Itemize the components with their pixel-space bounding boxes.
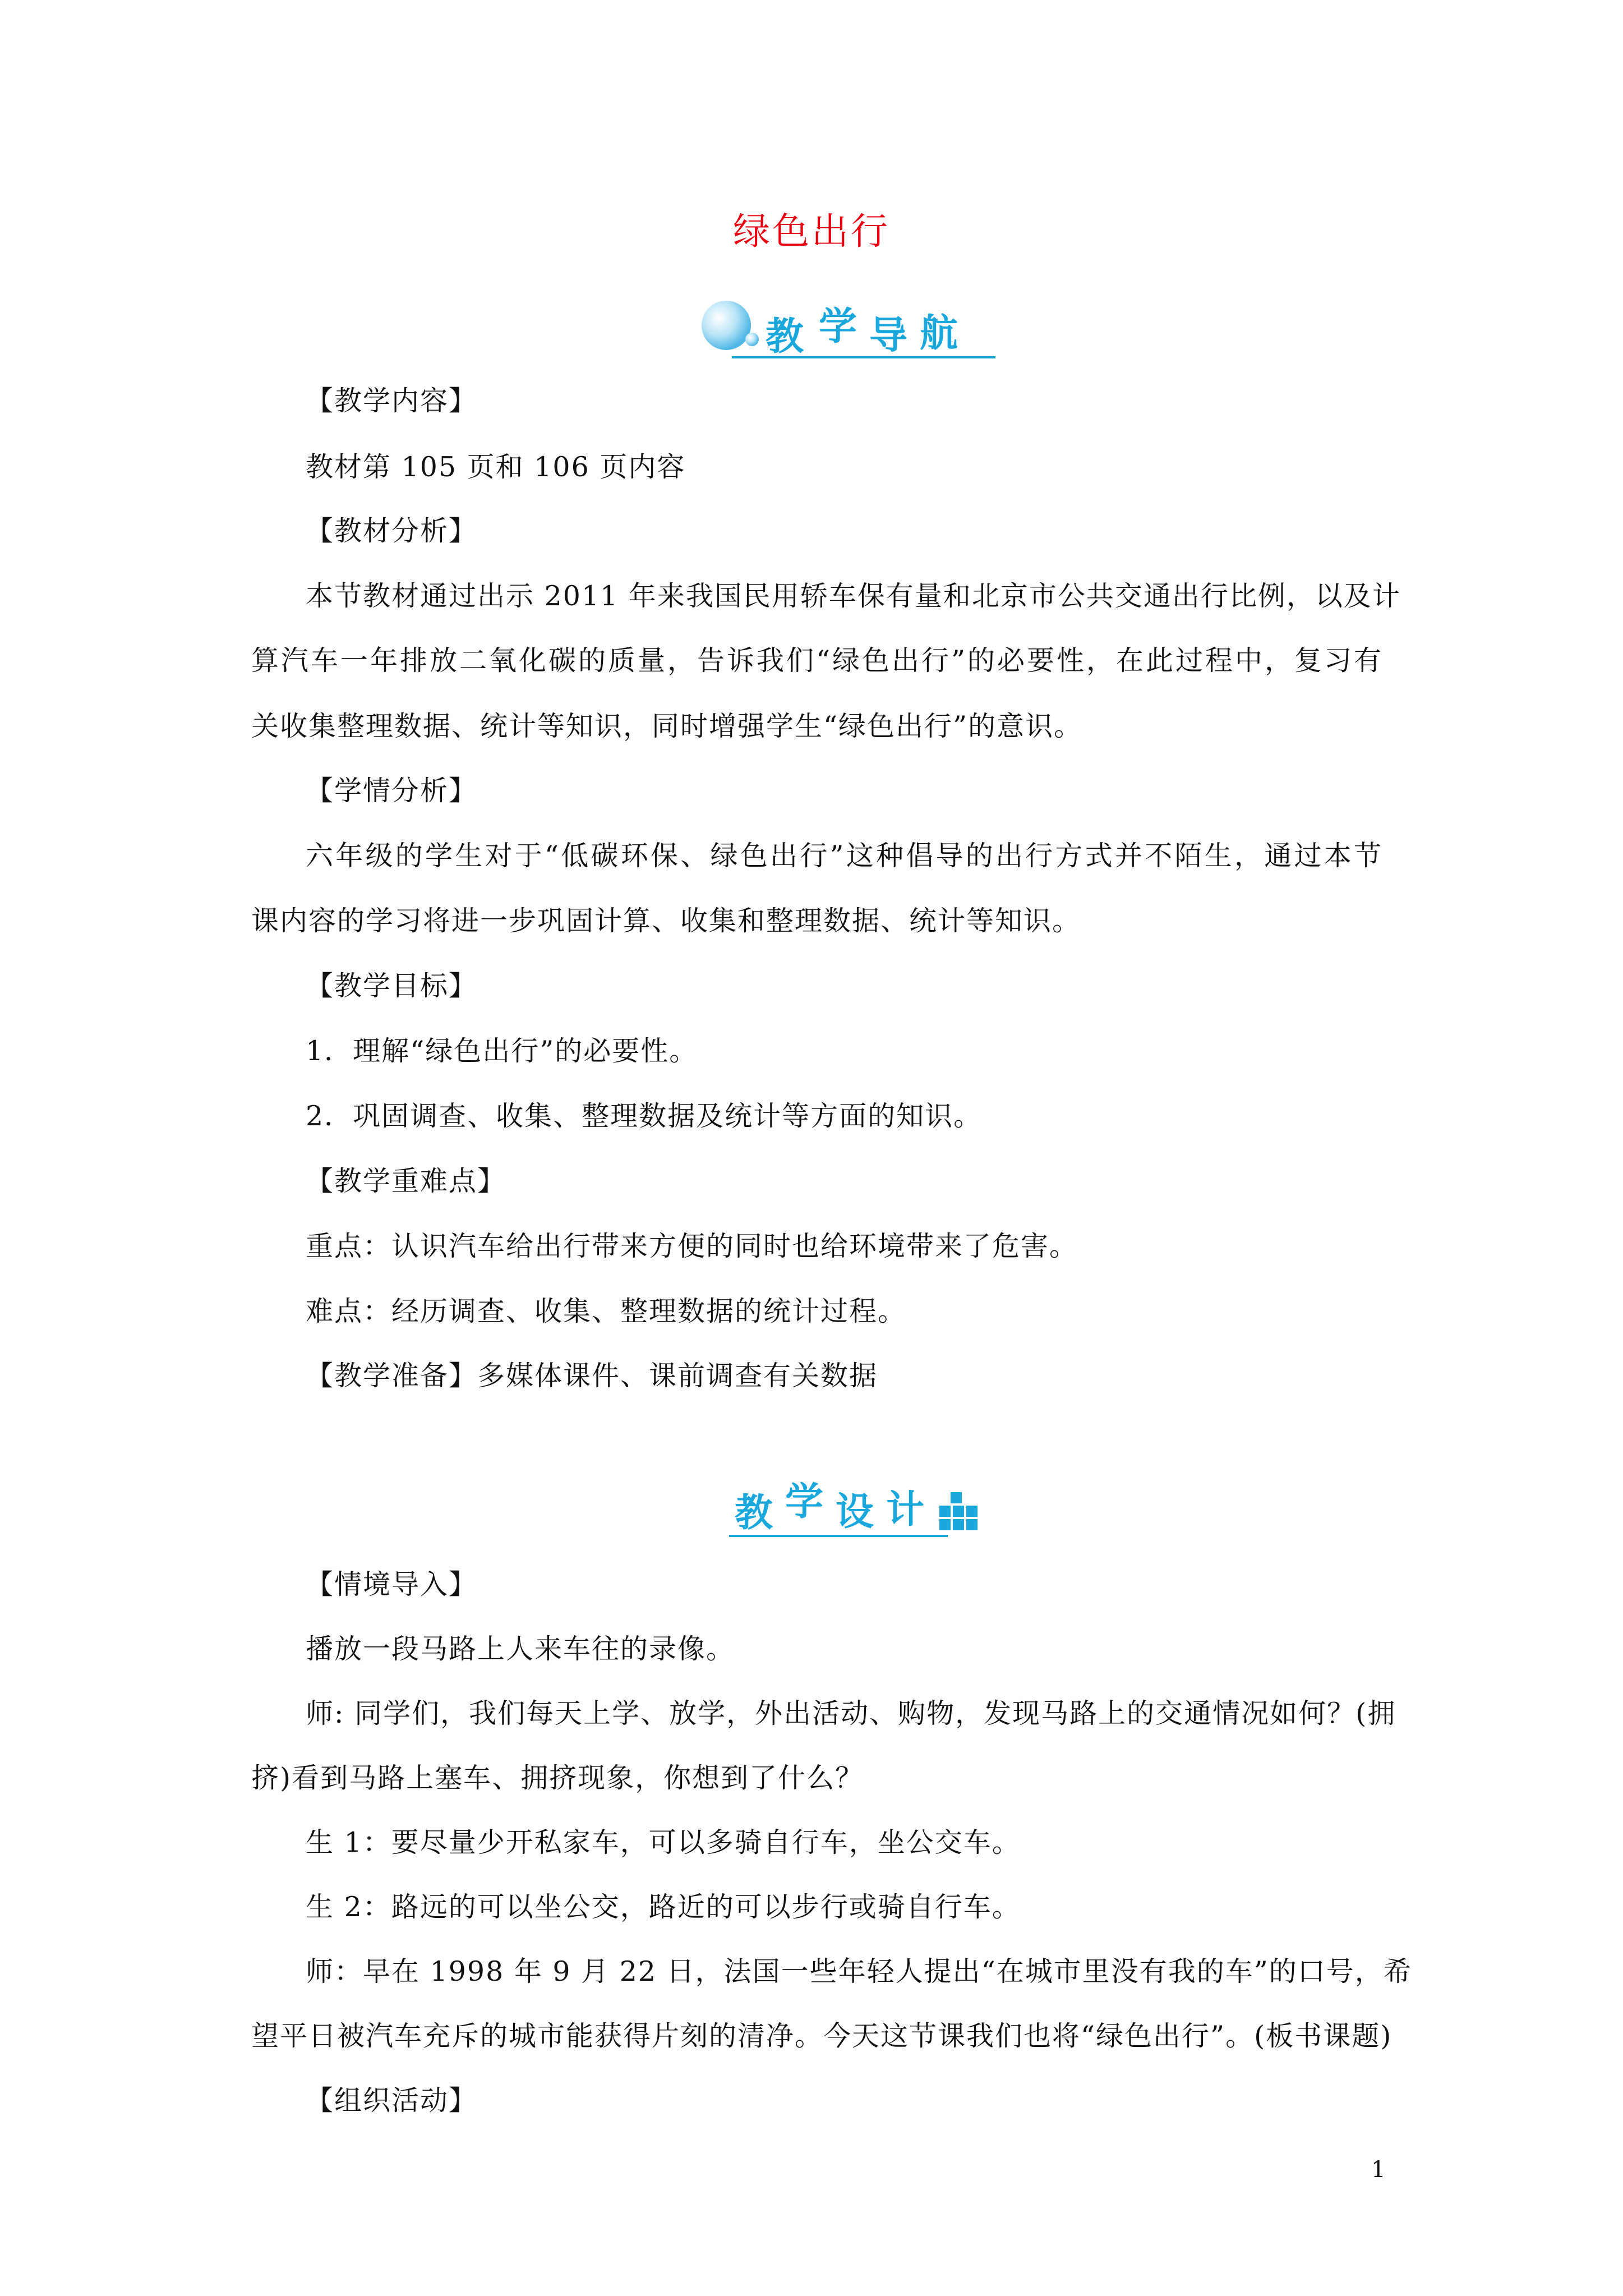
banner-char: 教 xyxy=(735,1491,773,1535)
banner-char: 计 xyxy=(886,1488,925,1532)
banner-char: 学 xyxy=(819,305,857,349)
content-text: 教材第 105 页和 106 页内容 xyxy=(306,451,686,483)
student-answer: 生 2：路远的可以坐公交，路近的可以步行或骑自行车。 xyxy=(306,1891,1021,1923)
page-title: 绿色出行 xyxy=(733,210,890,253)
students-heading: 【学情分析】 xyxy=(306,775,478,807)
analysis-heading: 【教材分析】 xyxy=(306,515,478,547)
teacher-question-line: 挤)看到马路上塞车、拥挤现象，你想到了什么？ xyxy=(251,1762,864,1794)
analysis-line: 关收集整理数据、统计等知识，同时增强学生“绿色出行”的意识。 xyxy=(251,710,1083,742)
analysis-line: 本节教材通过出示 2011 年来我国民用轿车保有量和北京市公共交通出行比例，以及计 xyxy=(306,580,1401,612)
intro-text: 播放一段马路上人来车往的录像。 xyxy=(306,1633,735,1665)
banner-char: 学 xyxy=(785,1480,824,1524)
teacher-question-line: 师: 同学们，我们每天上学、放学，外出活动、购物，发现马路上的交通情况如何？(拥 xyxy=(306,1697,1396,1729)
goal-item: 1．理解“绿色出行”的必要性。 xyxy=(306,1035,698,1067)
teacher-story-line: 望平日被汽车充斥的城市能获得片刻的清净。今天这节课我们也将“绿色出行”。(板书课题) xyxy=(251,2020,1393,2052)
banner-char: 教 xyxy=(766,315,804,359)
students-line: 课内容的学习将进一步巩固计算、收集和整理数据、统计等知识。 xyxy=(251,905,1081,937)
key-point: 重点：认识汽车给出行带来方便的同时也给环境带来了危害。 xyxy=(306,1230,1078,1262)
teaching-design-banner-art xyxy=(726,1470,990,1543)
banner-char: 导 xyxy=(869,314,908,358)
analysis-line: 算汽车一年排放二氧化碳的质量，告诉我们“绿色出行”的必要性，在此过程中，复习有 xyxy=(251,645,1382,677)
content-heading: 【教学内容】 xyxy=(306,385,478,417)
teaching-design-banner xyxy=(726,1470,990,1543)
goal-item: 2．巩固调查、收集、整理数据及统计等方面的知识。 xyxy=(306,1100,983,1132)
small-bubble-icon xyxy=(745,333,759,346)
teacher-story-line: 师：早在 1998 年 9 月 22 日，法国一些年轻人提出“在城市里没有我的车”的口号，希 xyxy=(306,1955,1412,1987)
banner-char: 设 xyxy=(836,1490,874,1534)
goals-heading: 【教学目标】 xyxy=(306,970,478,1002)
keypoints-heading: 【教学重难点】 xyxy=(306,1165,506,1197)
activity-heading: 【组织活动】 xyxy=(306,2085,478,2116)
intro-heading: 【情境导入】 xyxy=(306,1568,478,1600)
preparation: 【教学准备】多媒体课件、课前调查有关数据 xyxy=(306,1360,878,1392)
blocks-icon xyxy=(939,1492,978,1530)
student-answer: 生 1：要尽量少开私家车，可以多骑自行车，坐公交车。 xyxy=(306,1826,1021,1858)
banner-char: 航 xyxy=(920,311,958,356)
page-number: 1 xyxy=(1371,2157,1386,2183)
difficult-point: 难点：经历调查、收集、整理数据的统计过程。 xyxy=(306,1295,907,1327)
teaching-guide-banner xyxy=(698,295,1001,362)
bubble-icon xyxy=(702,301,751,350)
students-line: 六年级的学生对于“低碳环保、绿色出行”这种倡导的出行方式并不陌生，通过本节 xyxy=(306,840,1382,872)
teaching-guide-banner-art xyxy=(698,295,1001,362)
